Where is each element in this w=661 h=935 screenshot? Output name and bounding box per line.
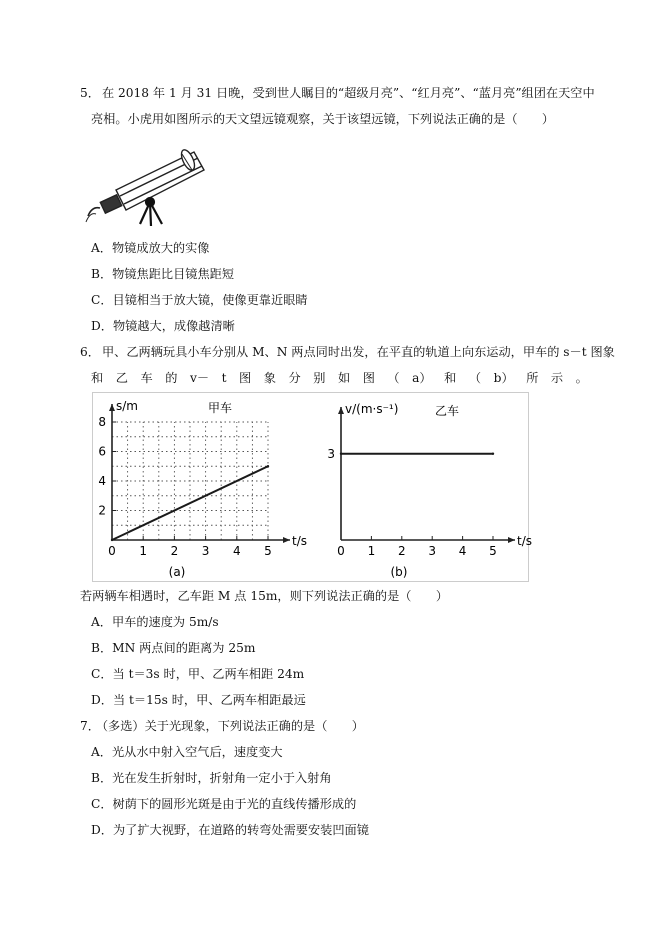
x-tick-label: 1 bbox=[367, 544, 376, 558]
x-tick-label: 0 bbox=[337, 544, 345, 558]
y-axis-label: s/m bbox=[116, 399, 138, 413]
x-tick-label: 0 bbox=[108, 544, 116, 558]
chart-title: 甲车 bbox=[207, 401, 233, 415]
q6-option-b: B．MN 两点间的距离为 25m bbox=[91, 641, 256, 655]
q6-line2-word: 的 bbox=[165, 371, 178, 385]
q6-line2-word: 。 bbox=[575, 371, 588, 385]
q6-line2-word: 别 bbox=[313, 371, 326, 385]
y-tick-label: 2 bbox=[98, 503, 106, 518]
q6-line2-word: 乙 bbox=[115, 371, 128, 385]
x-tick-label: 3 bbox=[201, 544, 210, 558]
y-tick-label: 3 bbox=[327, 446, 335, 461]
data-point bbox=[340, 453, 342, 455]
q5-option-a: A．物镜成放大的实像 bbox=[91, 241, 210, 255]
q6-line2-word: 所 bbox=[526, 371, 539, 385]
q6-option-d: D．当 t＝15s 时，甲、乙两车相距最远 bbox=[91, 693, 306, 707]
y-tick-label: 8 bbox=[98, 415, 106, 429]
q6-line2-word: 如 bbox=[337, 371, 351, 385]
x-tick-label: 3 bbox=[428, 544, 437, 558]
q6-stem-line1: 甲、乙两辆玩具小车分别从 M、N 两点同时出发，在平直的轨道上向东运动，甲车的 s－t 图象 bbox=[101, 345, 615, 359]
q5-option-c: C．目镜相当于放大镜，使像更靠近眼睛 bbox=[91, 293, 308, 307]
telescope-tripod bbox=[140, 198, 162, 226]
data-point bbox=[267, 465, 269, 467]
telescope-image bbox=[84, 140, 214, 230]
q6-line2-word: （ bbox=[468, 371, 482, 385]
y-axis-label: v/(m·s⁻¹) bbox=[345, 402, 399, 416]
q6-line2-word: 图 bbox=[239, 371, 252, 385]
q5-number: 5． bbox=[80, 86, 100, 100]
q6-figure bbox=[92, 392, 532, 582]
y-tick-label: 4 bbox=[98, 474, 106, 488]
q6-line2-word: （ bbox=[387, 371, 400, 385]
chart-title: 乙车 bbox=[434, 404, 460, 418]
q6-line2-word: 和 bbox=[444, 371, 457, 385]
q5-line1 bbox=[80, 85, 595, 101]
q7-option-b: B．光在发生折射时，折射角一定小于入射角 bbox=[91, 771, 332, 785]
x-axis-label: t/s bbox=[292, 534, 307, 548]
q6-line2-word: t bbox=[221, 371, 227, 385]
q7-option-d: D．为了扩大视野，在道路的转弯处需要安装凹面镜 bbox=[91, 823, 369, 837]
q7-line1 bbox=[80, 718, 364, 734]
q7-option-c: C．树荫下的圆形光斑是由于光的直线传播形成的 bbox=[91, 797, 357, 811]
x-tick-label: 5 bbox=[489, 544, 497, 558]
q6-line1 bbox=[80, 344, 615, 360]
q5-option-d: D．物镜越大，成像越清晰 bbox=[91, 319, 235, 333]
q5-option-b: B．物镜焦距比目镜焦距短 bbox=[91, 267, 235, 281]
figure-label-a: (a) bbox=[168, 565, 186, 579]
q6-line2-word: 示 bbox=[550, 371, 564, 385]
x-tick-label: 1 bbox=[139, 544, 148, 558]
x-tick-label: 2 bbox=[397, 544, 406, 558]
figure-label-b: (b) bbox=[390, 565, 408, 579]
y-tick-label: 6 bbox=[98, 444, 106, 459]
q6-line2-word: b） bbox=[493, 371, 514, 385]
q6-line2-word: 图 bbox=[362, 371, 375, 385]
x-tick-label: 4 bbox=[232, 544, 241, 558]
q6-stem-line2 bbox=[91, 370, 588, 386]
q7-option-a: A．光从水中射入空气后，速度变大 bbox=[91, 745, 283, 759]
q6-line2-word: v－ bbox=[189, 371, 210, 385]
q5-stem-line1: 在 2018 年 1 月 31 日晚，受到世人瞩目的“超级月亮”、“红月亮”、“蓝月亮”组团在天空中 bbox=[101, 86, 595, 100]
q6-option-a: A．甲车的速度为 5m/s bbox=[91, 615, 219, 629]
q6-stem-line3: 若两辆车相遇时，乙车距 M 点 15m，则下列说法正确的是（ ） bbox=[80, 589, 449, 603]
q6-line2-word: 车 bbox=[140, 371, 153, 385]
data-point bbox=[111, 539, 113, 541]
q6-number: 6． bbox=[80, 345, 100, 359]
x-axis-label: t/s bbox=[517, 534, 532, 548]
x-tick-label: 5 bbox=[264, 544, 272, 558]
q6-option-c: C．当 t＝3s 时，甲、乙两车相距 24m bbox=[91, 667, 305, 681]
q6-line2-word: a） bbox=[412, 371, 432, 385]
q5-stem-line2: 亮相。小虎用如图所示的天文望远镜观察，关于该望远镜，下列说法正确的是（ ） bbox=[91, 112, 555, 126]
x-tick-label: 2 bbox=[170, 544, 179, 558]
data-point bbox=[492, 453, 494, 455]
q7-number: 7． bbox=[80, 719, 100, 733]
q6-line2-word: 和 bbox=[91, 371, 104, 385]
q6-line2-word: 象 bbox=[263, 371, 276, 385]
x-tick-label: 4 bbox=[458, 544, 467, 558]
q6-line2-word: 分 bbox=[288, 371, 301, 385]
q7-stem-line1: （多选）关于光现象，下列说法正确的是（ ） bbox=[101, 719, 364, 733]
